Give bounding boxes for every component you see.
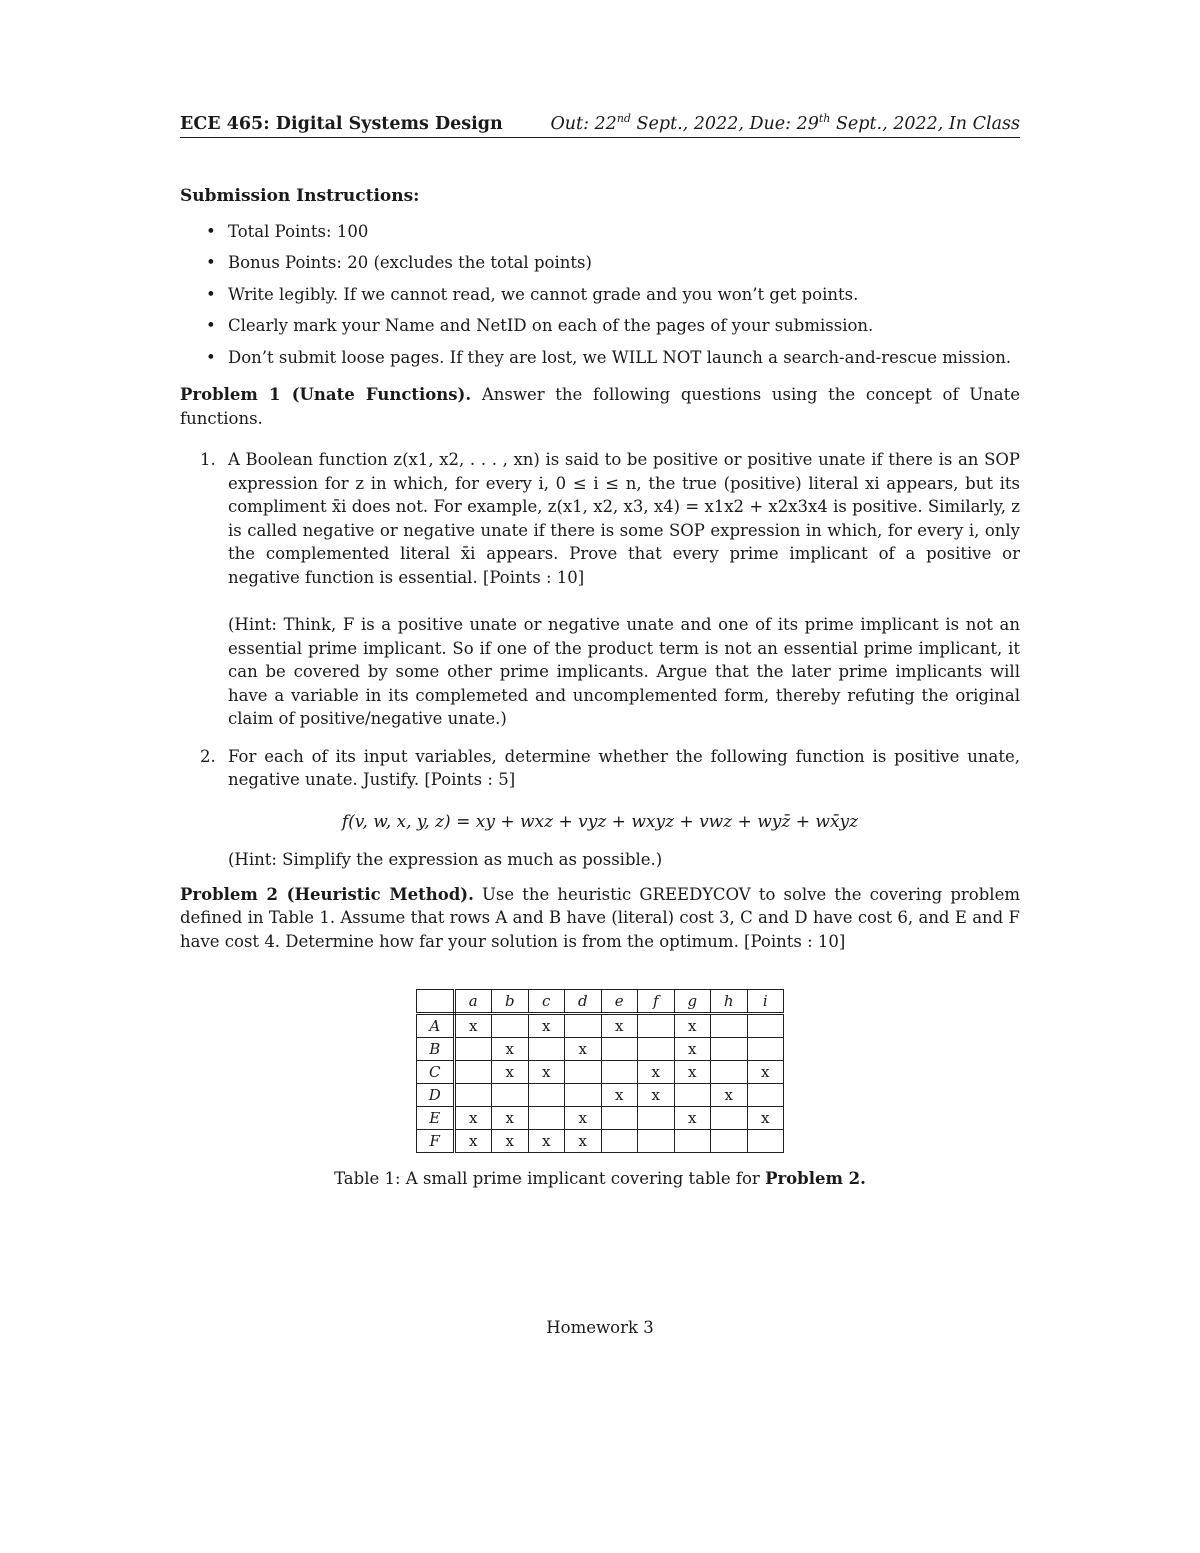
table-cell: x (454, 1130, 492, 1153)
table-cell: x (674, 1038, 711, 1061)
table-cell (638, 1130, 675, 1153)
table-cell (528, 1084, 565, 1107)
table-cell (711, 1130, 748, 1153)
table-header-row (417, 990, 784, 1014)
table-cell: x (528, 1130, 565, 1153)
column-header: f (638, 990, 675, 1014)
row-header: C (417, 1061, 455, 1084)
table-cell (711, 1038, 748, 1061)
document-page (180, 112, 1020, 1188)
table-cell (565, 1084, 602, 1107)
table-cell: x (492, 1130, 529, 1153)
table-cell (638, 1014, 675, 1038)
list-item: • Write legibly. If we cannot read, we cannot grade and you won’t get points. (206, 284, 859, 304)
list-item: • Don’t submit loose pages. If they are lost, we WILL NOT launch a search-and-rescue mission. (206, 347, 1012, 367)
table-corner (417, 990, 455, 1014)
table-cell (565, 1014, 602, 1038)
table-cell (601, 1061, 638, 1084)
table-cell (601, 1038, 638, 1061)
table-row (417, 1107, 784, 1130)
table-cell: x (565, 1130, 602, 1153)
table-cell (454, 1084, 492, 1107)
problem1-title: Problem 1 (Unate Functions). (180, 385, 472, 405)
table-cell: x (565, 1107, 602, 1130)
table-row (417, 1061, 784, 1084)
table-caption: Table 1: A small prime implicant covering table for Problem 2. (334, 1169, 866, 1189)
table-cell: x (492, 1038, 529, 1061)
table-cell: x (674, 1107, 711, 1130)
table-cell: x (601, 1084, 638, 1107)
equation: f(v, w, x, y, z) = xy + wxz + vyz + wxyz + vwz + wyz̄ + wx̄yz (341, 811, 859, 832)
table-cell: x (528, 1014, 565, 1038)
table-cell (747, 1130, 784, 1153)
table-cell (492, 1014, 529, 1038)
covering-table (416, 989, 784, 1153)
table-cell (528, 1107, 565, 1130)
list-item: • Bonus Points: 20 (excludes the total points) (206, 253, 592, 273)
table-cell: x (565, 1038, 602, 1061)
table-cell (601, 1107, 638, 1130)
table-cell (601, 1130, 638, 1153)
table-cell: x (711, 1084, 748, 1107)
problem1-hint1: (Hint: Think, F is a positive unate or negative unate and one of its prime implicant is not an essential prime implicant. So if one of the product term is not an essential prime implicant, it can be covered by some other prime implicants. Argue that the later prime implicants will have a variable in its complemeted and uncomplemented form, thereby refuting the original claim of positive/negative unate.) (228, 615, 1020, 729)
table-cell: x (674, 1014, 711, 1038)
problem2-title: Problem 2 (Heuristic Method). (180, 884, 474, 904)
column-header: i (747, 990, 784, 1014)
column-header: c (528, 990, 565, 1014)
table-cell: x (638, 1084, 675, 1107)
column-header: b (492, 990, 529, 1014)
table-cell (711, 1014, 748, 1038)
table-cell: x (492, 1107, 529, 1130)
table-cell: x (528, 1061, 565, 1084)
table-cell (674, 1130, 711, 1153)
problem1-items (180, 448, 1020, 792)
problem1-item1: 1. A Boolean function z(x1, x2, . . . , xn) is said to be positive or positive unate if there is an SOP expression for z in which, for every i, 0 ≤ i ≤ n, the true (positive) literal xi appears, but its compliment x̄i does not. For example, z(x1, x2, x3, x4) = x1x2 + x2x3x4 is positive. Similarly, z is called negative or negative unate if there is some SOP expression in which, for every i, only the complemented literal x̄i appears. Prove that every prime implicant of a positive or negative function is essential. [Points : 10] (Hint: Think, F is a positive unate or negative unate and one of its prime implicant is not an essential prime implicant. So if one of the product term is not an essential prime implicant, it can be covered by some other prime implicants. Argue that the later prime implicants will have a variable in its complemeted and uncomplemented form, thereby refuting the original claim of positive/negative unate.) (180, 448, 1020, 731)
column-header: e (601, 990, 638, 1014)
table-cell (492, 1084, 529, 1107)
row-header: E (417, 1107, 455, 1130)
table-cell: x (601, 1014, 638, 1038)
list-item: • Total Points: 100 (206, 221, 369, 241)
page-footer: Homework 3 (546, 1318, 654, 1337)
column-header: d (565, 990, 602, 1014)
table-cell: x (747, 1107, 784, 1130)
table-cell: x (492, 1061, 529, 1084)
submission-title: Submission Instructions: (180, 185, 420, 206)
problem1-item2: 2. For each of its input variables, determine whether the following function is positive unate, negative unate. Justify. [Points : 5] (200, 746, 1020, 790)
table-cell: x (638, 1061, 675, 1084)
submission-list (180, 216, 1020, 374)
table-cell: x (454, 1014, 492, 1038)
table-cell: x (747, 1061, 784, 1084)
table-cell: x (674, 1061, 711, 1084)
table-cell (565, 1061, 602, 1084)
table-cell (674, 1084, 711, 1107)
table-cell (747, 1084, 784, 1107)
problem1-intro: Problem 1 (Unate Functions). Answer the following questions using the concept of Unate functions. (180, 385, 1021, 428)
column-header: a (454, 990, 492, 1014)
course-title: ECE 465: Digital Systems Design (180, 113, 503, 134)
problem2: Problem 2 (Heuristic Method). Use the heuristic GREEDYCOV to solve the covering problem defined in Table 1. Assume that rows A and B have (literal) cost 3, C and D have cost 6, and E and F have cost 4. Determine how far your solution is from the optimum. [Points : 10] (180, 884, 1020, 951)
table-cell (638, 1038, 675, 1061)
list-item: • Clearly mark your Name and NetID on each of the pages of your submission. (206, 316, 874, 336)
table-row (417, 1038, 784, 1061)
table-cell (747, 1014, 784, 1038)
table-cell (454, 1061, 492, 1084)
table-cell (711, 1061, 748, 1084)
row-header: B (417, 1038, 455, 1061)
table-cell (454, 1038, 492, 1061)
column-header: g (674, 990, 711, 1014)
table-cell (638, 1107, 675, 1130)
date-line: Out: 22nd Sept., 2022, Due: 29th Sept., 2022, In Class (550, 112, 1020, 134)
table-row (417, 1084, 784, 1107)
table-row (417, 1130, 784, 1153)
column-header: h (711, 990, 748, 1014)
table-cell: x (454, 1107, 492, 1130)
page-header (180, 112, 1020, 138)
row-header: D (417, 1084, 455, 1107)
table-cell (711, 1107, 748, 1130)
table-cell (528, 1038, 565, 1061)
problem1-hint2: (Hint: Simplify the expression as much as possible.) (228, 849, 663, 869)
row-header: A (417, 1014, 455, 1038)
table-row (417, 1014, 784, 1038)
table-cell (747, 1038, 784, 1061)
row-header: F (417, 1130, 455, 1153)
